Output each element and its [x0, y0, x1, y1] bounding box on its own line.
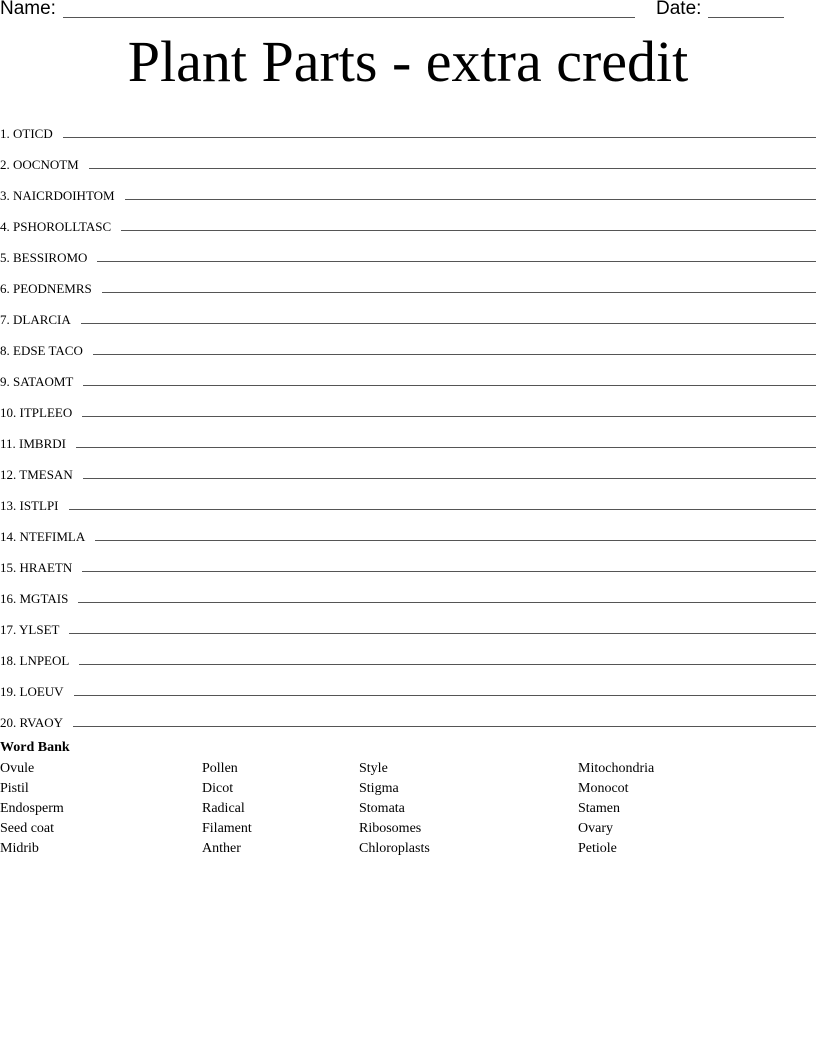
scrambled-word: 8. EDSE TACO	[0, 343, 83, 358]
word-bank-item: Style	[359, 761, 388, 776]
word-bank-item: Chloroplasts	[359, 841, 430, 856]
name-field[interactable]	[63, 17, 635, 18]
word-bank-item: Dicot	[202, 781, 234, 796]
word-bank-item: Mitochondria	[578, 761, 655, 776]
question-row	[0, 515, 816, 546]
answer-line[interactable]	[81, 323, 816, 324]
question-row	[0, 453, 816, 484]
word-bank-item: Radical	[202, 801, 245, 816]
word-bank-grid	[0, 759, 816, 859]
question-row	[0, 267, 816, 298]
word-bank-column	[202, 759, 252, 859]
name-label: Name:	[0, 0, 56, 19]
answer-line[interactable]	[74, 695, 816, 696]
answer-line[interactable]	[83, 478, 816, 479]
answer-line[interactable]	[63, 137, 816, 138]
scrambled-word: 19. LOEUV	[0, 684, 64, 699]
date-field[interactable]	[708, 17, 784, 18]
word-bank-item: Endosperm	[0, 801, 64, 816]
word-bank-item: Anther	[202, 841, 241, 856]
question-row	[0, 143, 816, 174]
word-bank-item: Ribosomes	[359, 821, 422, 836]
question-row	[0, 639, 816, 670]
answer-line[interactable]	[79, 664, 816, 665]
scrambled-word: 3. NAICRDOIHTOM	[0, 188, 115, 203]
header	[0, 0, 816, 26]
scrambled-word: 11. IMBRDI	[0, 436, 66, 451]
date-label: Date:	[656, 0, 702, 19]
answer-line[interactable]	[89, 168, 816, 169]
question-row	[0, 577, 816, 608]
scrambled-word: 5. BESSIROMO	[0, 250, 88, 265]
question-row	[0, 701, 816, 732]
question-row	[0, 205, 816, 236]
answer-line[interactable]	[125, 199, 816, 200]
scrambled-word: 4. PSHOROLLTASC	[0, 219, 112, 234]
question-list	[0, 112, 816, 732]
answer-line[interactable]	[93, 354, 816, 355]
answer-line[interactable]	[95, 540, 816, 541]
question-row	[0, 670, 816, 701]
question-row	[0, 484, 816, 515]
scrambled-word: 9. SATAOMT	[0, 374, 74, 389]
question-row	[0, 546, 816, 577]
word-bank-item: Pistil	[0, 781, 29, 796]
scrambled-word: 18. LNPEOL	[0, 653, 70, 668]
word-bank-item: Pollen	[202, 761, 238, 776]
question-row	[0, 422, 816, 453]
word-bank-item: Stigma	[359, 781, 399, 796]
scrambled-word: 6. PEODNEMRS	[0, 281, 92, 296]
answer-line[interactable]	[69, 509, 816, 510]
word-bank-item: Monocot	[578, 781, 629, 796]
scrambled-word: 17. YLSET	[0, 622, 60, 637]
word-bank-item: Stomata	[359, 801, 405, 816]
question-row	[0, 298, 816, 329]
word-bank-item: Stamen	[578, 801, 620, 816]
answer-line[interactable]	[69, 633, 816, 634]
answer-line[interactable]	[82, 571, 816, 572]
word-bank-item: Filament	[202, 821, 252, 836]
question-row	[0, 608, 816, 639]
word-bank-item: Ovule	[0, 761, 35, 776]
word-bank-column	[0, 759, 64, 859]
scrambled-word: 2. OOCNOTM	[0, 157, 79, 172]
question-row	[0, 391, 816, 422]
page-title: Plant Parts - extra credit	[127, 29, 689, 94]
question-row	[0, 236, 816, 267]
scrambled-word: 15. HRAETN	[0, 560, 73, 575]
word-bank-title: Word Bank	[0, 740, 70, 755]
word-bank-column	[578, 759, 654, 859]
question-row	[0, 174, 816, 205]
word-bank-item: Midrib	[0, 841, 39, 856]
answer-line[interactable]	[97, 261, 816, 262]
word-bank-item: Ovary	[578, 821, 613, 836]
answer-line[interactable]	[121, 230, 816, 231]
scrambled-word: 16. MGTAIS	[0, 591, 69, 606]
answer-line[interactable]	[82, 416, 816, 417]
word-bank	[0, 739, 816, 859]
word-bank-item: Petiole	[578, 841, 617, 856]
scrambled-word: 10. ITPLEEO	[0, 405, 73, 420]
question-row	[0, 360, 816, 391]
scrambled-word: 12. TMESAN	[0, 467, 73, 482]
question-row	[0, 329, 816, 360]
scrambled-word: 1. OTICD	[0, 126, 53, 141]
word-bank-column	[359, 759, 430, 859]
answer-line[interactable]	[76, 447, 816, 448]
answer-line[interactable]	[73, 726, 816, 727]
answer-line[interactable]	[102, 292, 816, 293]
scrambled-word: 13. ISTLPI	[0, 498, 59, 513]
scrambled-word: 20. RVAOY	[0, 715, 64, 730]
answer-line[interactable]	[83, 385, 816, 386]
scrambled-word: 7. DLARCIA	[0, 312, 71, 327]
answer-line[interactable]	[78, 602, 816, 603]
scrambled-word: 14. NTEFIMLA	[0, 529, 86, 544]
word-bank-item: Seed coat	[0, 821, 55, 836]
question-row	[0, 112, 816, 143]
